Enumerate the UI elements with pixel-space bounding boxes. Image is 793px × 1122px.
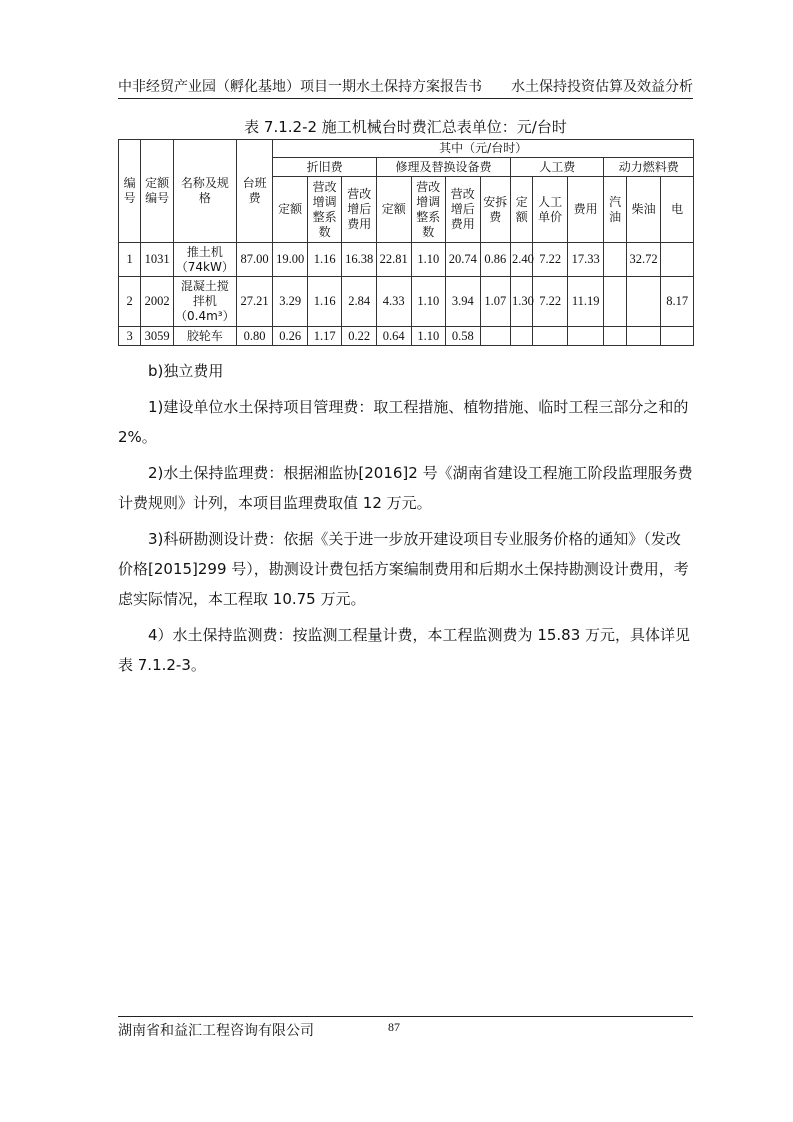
table-title: 表 7.1.2-2 施工机械台时费汇总表单位：元/台时: [244, 118, 567, 136]
cell-shift: 87.00: [236, 243, 273, 277]
header-dep-after: 营改增后费用: [342, 177, 377, 243]
table-row: [119, 243, 694, 277]
paragraph-management-fee: 1)建设单位水土保持项目管理费：取工程措施、植物措施、临时工程三部分之和的 2%。: [118, 398, 689, 446]
header-shift-cost: 台班费: [236, 140, 273, 243]
cell-lab-quota: [511, 327, 533, 346]
cell-dep-quota: 3.29: [273, 277, 308, 327]
header-quota-code: 定额编号: [141, 140, 174, 243]
header-dep-quota: 定额: [273, 177, 308, 243]
header-depreciation: 折旧费: [273, 158, 377, 177]
cell-lab-price: [533, 327, 568, 346]
paragraph-monitoring-fee: 4）水土保持监测费：按监测工程量计费，本工程监测费为 15.83 万元，具体详见表 7.1.2-3。: [118, 626, 691, 674]
cell-electric: [661, 327, 694, 346]
cell-electric: [661, 243, 694, 277]
cell-dep-after: 0.22: [342, 327, 377, 346]
cell-index: 2: [119, 277, 141, 327]
cell-dep-coef: 1.16: [307, 243, 342, 277]
cell-name: 混凝土搅拌机（0.4m³）: [173, 277, 236, 327]
header-repair: 修理及替换设备费: [376, 158, 510, 177]
cell-lab-cost: 11.19: [567, 277, 604, 327]
cell-code: 1031: [141, 243, 174, 277]
cell-lab-price: 7.22: [533, 243, 568, 277]
cell-lab-cost: 17.33: [567, 243, 604, 277]
cell-index: 3: [119, 327, 141, 346]
page-number: 87: [388, 1020, 400, 1034]
paragraph-supervision-fee: 2)水土保持监理费：根据湘监协[2016]2 号《湖南省建设工程施工阶段监理服务费计费规则》计列，本项目监理费取值 12 万元。: [118, 464, 693, 512]
header-labor: 人工费: [511, 158, 604, 177]
cell-name: 推土机（74kW）: [173, 243, 236, 277]
cell-rep-quota: 4.33: [376, 277, 411, 327]
cell-code: 3059: [141, 327, 174, 346]
cell-rep-quota: 0.64: [376, 327, 411, 346]
footer-divider: [118, 1016, 693, 1017]
cell-rep-coef: 1.10: [411, 243, 446, 277]
page-header: [118, 76, 693, 96]
cell-dep-coef: 1.16: [307, 277, 342, 327]
cell-shift: 0.80: [236, 327, 273, 346]
table-row: [119, 277, 694, 327]
header-report-title: 中非经贸产业园（孵化基地）项目一期水土保持方案报告书: [118, 79, 482, 95]
cell-diesel: [626, 277, 661, 327]
header-chapter-title: 水土保持投资估算及效益分析: [511, 79, 693, 95]
cell-install: [480, 327, 510, 346]
header-install: 安拆费: [480, 177, 510, 243]
cell-electric: 8.17: [661, 277, 694, 327]
header-index: 编号: [119, 140, 141, 243]
header-labor-cost: 费用: [567, 177, 604, 243]
header-of-which: 其中（元/台时）: [273, 140, 694, 158]
header-divider: [118, 98, 693, 99]
machine-cost-table: [118, 139, 694, 346]
cell-dep-after: 16.38: [342, 243, 377, 277]
cell-rep-coef: 1.10: [411, 277, 446, 327]
footer-company: 湖南省和益汇工程咨询有限公司: [118, 1023, 314, 1039]
section-heading: b)独立费用: [148, 362, 224, 380]
header-fuel: 动力燃料费: [604, 158, 694, 177]
cell-diesel: 32.72: [626, 243, 661, 277]
cell-lab-price: 7.22: [533, 277, 568, 327]
cell-install: 1.07: [480, 277, 510, 327]
cell-lab-quota: 1.30: [511, 277, 533, 327]
cell-shift: 27.21: [236, 277, 273, 327]
header-rep-after: 营改增后费用: [446, 177, 481, 243]
header-labor-quota: 定额: [511, 177, 533, 243]
cell-gasoline: [604, 243, 626, 277]
cell-rep-after: 0.58: [446, 327, 481, 346]
cell-lab-quota: 2.40: [511, 243, 533, 277]
cell-index: 1: [119, 243, 141, 277]
cell-rep-after: 20.74: [446, 243, 481, 277]
header-electric: 电: [661, 177, 694, 243]
cell-gasoline: [604, 277, 626, 327]
cell-rep-after: 3.94: [446, 277, 481, 327]
header-labor-price: 人工单价: [533, 177, 568, 243]
cell-diesel: [626, 327, 661, 346]
cell-dep-after: 2.84: [342, 277, 377, 327]
header-gasoline: 汽油: [604, 177, 626, 243]
header-diesel: 柴油: [626, 177, 661, 243]
cell-lab-cost: [567, 327, 604, 346]
cell-dep-quota: 0.26: [273, 327, 308, 346]
cell-code: 2002: [141, 277, 174, 327]
header-rep-coef: 营改增调整系数: [411, 177, 446, 243]
header-name: 名称及规格: [173, 140, 236, 243]
cell-name: 胶轮车: [173, 327, 236, 346]
cell-rep-quota: 22.81: [376, 243, 411, 277]
cell-dep-coef: 1.17: [307, 327, 342, 346]
independent-costs-section: [118, 356, 695, 686]
cell-install: 0.86: [480, 243, 510, 277]
cell-dep-quota: 19.00: [273, 243, 308, 277]
table-row: [119, 327, 694, 346]
paragraph-survey-design-fee: 3)科研勘测设计费：依据《关于进一步放开建设项目专业服务价格的通知》（发改价格[2015]299 号），勘测设计费包括方案编制费用和后期水土保持勘测设计费用，考虑实际情况，本工程取 10.75 万元。: [118, 530, 689, 608]
cell-rep-coef: 1.10: [411, 327, 446, 346]
header-rep-quota: 定额: [376, 177, 411, 243]
cell-gasoline: [604, 327, 626, 346]
header-dep-coef: 营改增调整系数: [307, 177, 342, 243]
